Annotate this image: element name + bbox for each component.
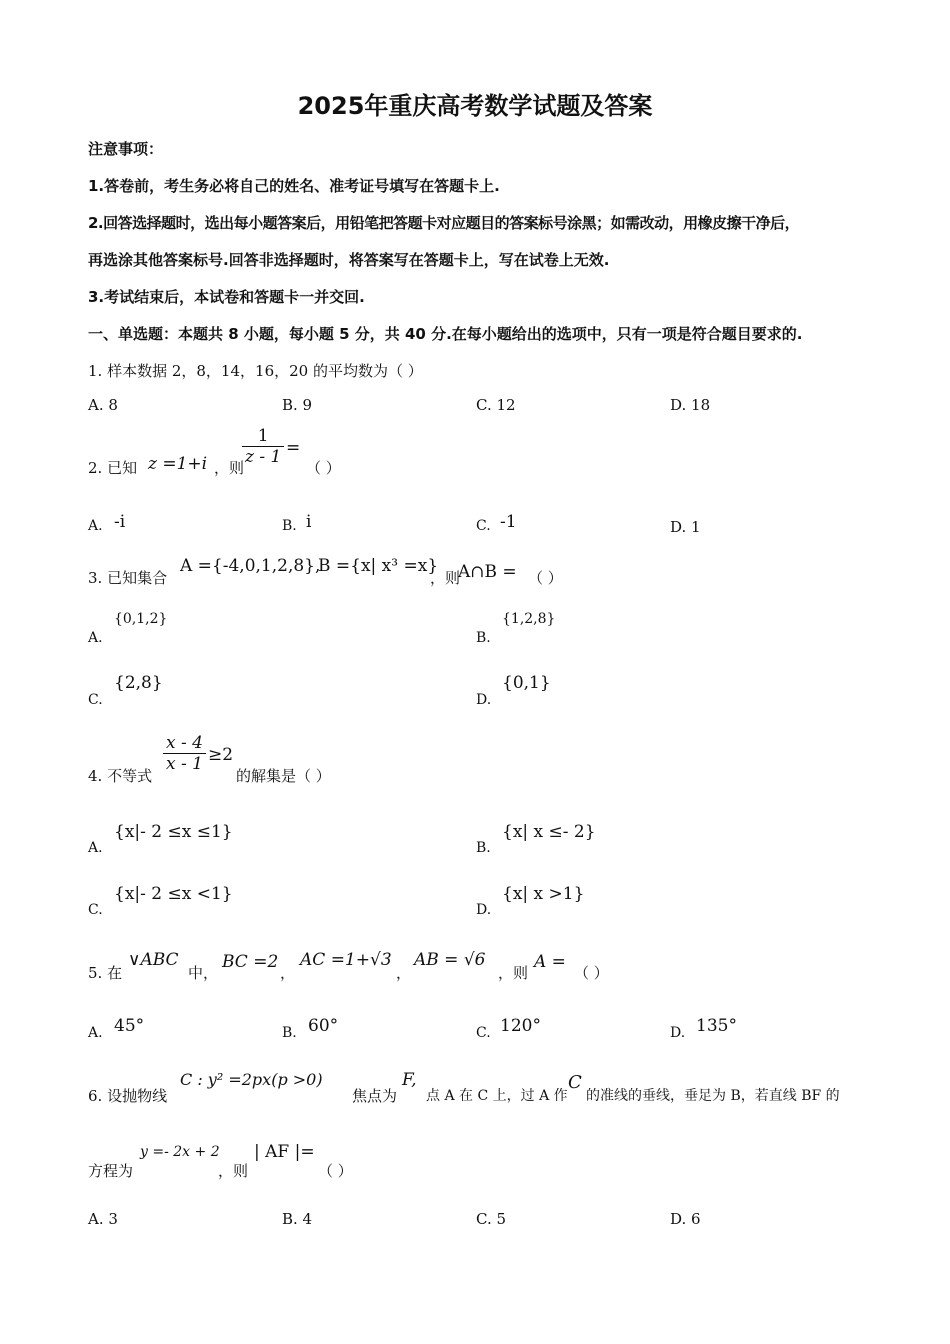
q5-option-b-value: 60°: [308, 1016, 339, 1036]
q4-rest: 的解集是（ ）: [236, 767, 331, 785]
q6-tail-text: 的准线的垂线，垂足为 B，若直线 BF 的: [586, 1088, 840, 1104]
notice-item-2-line-2: 再选涂其他答案标号.回答非选择题时，将答案写在答题卡上，写在试卷上无效.: [88, 251, 610, 269]
q1-option-c: C. 12: [476, 396, 516, 414]
q5-ab: AB = √6: [414, 950, 486, 970]
q6-paren: （ ）: [318, 1162, 353, 1180]
q5-option-d-value: 135°: [696, 1016, 737, 1036]
q6-option-d: D. 6: [670, 1210, 701, 1228]
q5-option-c-value: 120°: [500, 1016, 541, 1036]
q2-option-a-value: -i: [114, 512, 126, 532]
q6-option-c: C. 5: [476, 1210, 507, 1228]
q4-option-d-label: D.: [476, 902, 492, 918]
q4-option-c-value: {x|- 2 ≤x <1}: [114, 884, 233, 904]
q6-focus-f: F,: [402, 1070, 417, 1090]
q4-option-d-value: {x| x >1}: [502, 884, 585, 904]
q4-fraction-denominator: x - 1: [166, 754, 203, 774]
notice-item-3: 3.考试结束后，本试卷和答题卡一并交回.: [88, 288, 365, 306]
q1-option-a: A. 8: [88, 396, 118, 414]
q5-comma-2: ，: [396, 964, 412, 982]
q4-option-a-label: A.: [88, 840, 103, 856]
q5-option-b-label: B.: [282, 1025, 297, 1041]
q1-option-d: D. 18: [670, 396, 711, 414]
q5-triangle: ∨ABC: [128, 950, 179, 970]
q2-z-definition: z =1+i: [148, 454, 208, 474]
q3-option-c-label: C.: [88, 692, 103, 708]
q2-fraction-denominator: z - 1: [245, 447, 282, 467]
q3-option-b-value: {1,2,8}: [502, 611, 556, 627]
q3-option-a-value: {0,1,2}: [114, 611, 168, 627]
q3-option-d-label: D.: [476, 692, 492, 708]
q5-option-a-value: 45°: [114, 1016, 145, 1036]
notice-item-2-line-1: 2.回答选择题时，选出每小题答案后，用铅笔把答题卡对应题目的答案标号涂黑；如需改动，用橡皮擦干净后，: [88, 214, 800, 232]
q4-fraction: [163, 733, 206, 774]
q4-option-b-value: {x| x ≤- 2}: [502, 822, 596, 842]
q6-curve-c: C: [568, 1072, 582, 1093]
q2-then: ，则: [214, 459, 245, 477]
question-2-label: 2. 已知: [88, 459, 138, 477]
q2-option-b-label: B.: [282, 518, 297, 534]
question-5-label: 5. 在: [88, 964, 123, 982]
q4-option-a-value: {x|- 2 ≤x ≤1}: [114, 822, 233, 842]
q3-paren: （ ）: [528, 569, 563, 587]
q5-comma-1: ，: [280, 964, 296, 982]
q5-option-a-label: A.: [88, 1025, 103, 1041]
q6-af: | AF |=: [254, 1142, 315, 1162]
q6-parabola: C : y² =2px(p >0): [180, 1070, 323, 1089]
q2-fraction-numerator: 1: [242, 426, 284, 447]
question-4-label: 4. 不等式: [88, 767, 153, 785]
q2-option-a-label: A.: [88, 518, 103, 534]
q5-option-d-label: D.: [670, 1025, 686, 1041]
q6-line2-label: 方程为: [88, 1162, 134, 1180]
q5-bc: BC =2: [222, 952, 279, 972]
q3-option-b-label: B.: [476, 630, 491, 646]
notice-item-1: 1.答卷前，考生务必将自己的姓名、准考证号填写在答题卡上.: [88, 177, 500, 195]
q6-then: ，则: [218, 1162, 249, 1180]
q2-option-d: D. 1: [670, 518, 701, 536]
q2-option-c-value: -1: [500, 512, 517, 532]
q5-zhong: 中，: [188, 964, 219, 982]
question-1-stem: 1. 样本数据 2，8，14，16，20 的平均数为（ ）: [88, 362, 423, 380]
q6-focus-text: 焦点为: [352, 1087, 398, 1105]
q5-ac: AC =1+√3: [300, 950, 392, 970]
q4-option-c-label: C.: [88, 902, 103, 918]
q6-option-a: A. 3: [88, 1210, 118, 1228]
page-title: 2025年重庆高考数学试题及答案: [297, 92, 653, 120]
q4-fraction-numerator: x - 4: [163, 733, 206, 754]
q6-line-equation: y =- 2x + 2: [140, 1144, 220, 1160]
q3-option-a-label: A.: [88, 630, 103, 646]
q5-option-c-label: C.: [476, 1025, 491, 1041]
q2-paren: （ ）: [306, 459, 341, 477]
q5-ask-angle: A =: [534, 952, 566, 972]
q5-paren: （ ）: [574, 964, 609, 982]
q3-option-c-value: {2,8}: [114, 673, 163, 693]
q6-mid-text: 点 A 在 C 上，过 A 作: [426, 1088, 568, 1104]
question-6-label: 6. 设抛物线: [88, 1087, 168, 1105]
q3-set-b: B ={x| x³ =x}: [318, 556, 439, 576]
question-3-label: 3. 已知集合: [88, 569, 168, 587]
q2-option-b-value: i: [306, 512, 312, 532]
q3-set-a: A ={-4,0,1,2,8},: [180, 556, 321, 576]
q3-then: ，则: [430, 569, 461, 587]
q6-option-b: B. 4: [282, 1210, 313, 1228]
q5-then: ，则: [498, 964, 529, 982]
q2-equals: =: [286, 438, 301, 458]
q3-intersection: A∩B =: [458, 562, 517, 582]
q2-fraction: [242, 426, 284, 467]
q1-option-b: B. 9: [282, 396, 313, 414]
q4-option-b-label: B.: [476, 840, 491, 856]
notice-heading: 注意事项：: [88, 140, 164, 158]
q3-option-d-value: {0,1}: [502, 673, 551, 693]
section-heading: 一、单选题：本题共 8 小题，每小题 5 分，共 40 分.在每小题给出的选项中，只有一项是符合题目要求的.: [88, 325, 803, 343]
q2-option-c-label: C.: [476, 518, 491, 534]
q4-ge-two: ≥2: [208, 745, 234, 765]
